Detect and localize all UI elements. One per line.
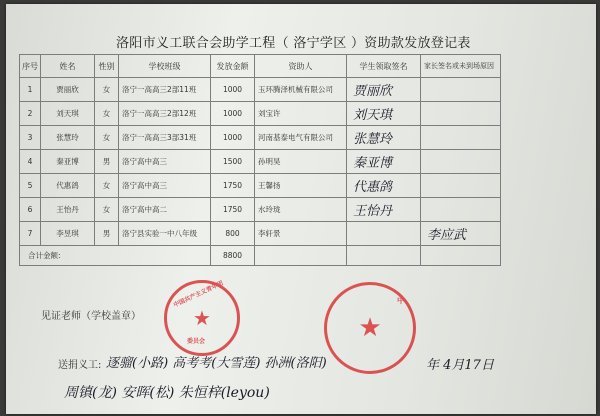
table-row <box>20 126 501 150</box>
cell-parent <box>421 78 501 102</box>
cell-amount: 1750 <box>211 174 255 198</box>
cell-parent <box>421 126 501 150</box>
form-title: 洛阳市义工联合会助学工程（ 洛宁学区 ）资助款发放登记表 <box>116 36 471 51</box>
cell-gender: 男 <box>95 222 119 246</box>
cell-class: 洛宁一高高三2部11班 <box>119 78 211 102</box>
star-icon: ★ <box>358 313 382 343</box>
header-class: 学校班级 <box>119 55 211 78</box>
cell-amount: 1000 <box>211 126 255 150</box>
table-row <box>20 222 501 246</box>
seal-text: 中 <box>397 296 405 305</box>
cell-class: 洛宁高中高三 <box>119 174 211 198</box>
total-empty <box>347 246 421 266</box>
cell-gender: 女 <box>95 78 119 102</box>
cell-gender: 男 <box>95 150 119 174</box>
cell-sponsor: 河南基泰电气有限公司 <box>255 126 347 150</box>
cell-amount: 800 <box>211 222 255 246</box>
registration-table <box>19 54 501 266</box>
table-row <box>20 102 501 126</box>
cell-gender: 女 <box>95 198 119 222</box>
witness-label: 见证老师（学校盖章） <box>41 311 141 322</box>
total-value: 8800 <box>211 246 255 266</box>
cell-sponsor: 刘宝许 <box>255 102 347 126</box>
cell-no: 5 <box>20 174 41 198</box>
table-row <box>20 174 501 198</box>
cell-signature: 张慧玲 <box>347 126 421 150</box>
cell-no: 4 <box>20 150 41 174</box>
cell-gender: 女 <box>95 174 119 198</box>
header-gender: 性别 <box>95 55 119 78</box>
cell-name: 刘天琪 <box>41 102 95 126</box>
header-parent: 家长签名或未到场原因 <box>421 55 501 78</box>
cell-signature: 贾丽欣 <box>347 78 421 102</box>
table-row <box>20 78 501 102</box>
cell-name: 李昱琪 <box>41 222 95 246</box>
table-header-row <box>20 55 501 78</box>
cell-name: 代惠鸽 <box>41 174 95 198</box>
total-empty <box>255 246 347 266</box>
cell-amount: 1000 <box>211 102 255 126</box>
cell-signature <box>347 222 421 246</box>
volunteers-label: 送捐义工: <box>58 360 102 371</box>
cell-class: 洛宁县实验一中八年级 <box>119 222 211 246</box>
header-amount: 发放金额 <box>211 55 255 78</box>
cell-gender: 女 <box>95 102 119 126</box>
cell-sponsor: 王馨扬 <box>255 174 347 198</box>
cell-no: 7 <box>20 222 41 246</box>
header-signature: 学生领取签名 <box>347 55 421 78</box>
cell-name: 王怡丹 <box>41 198 95 222</box>
date-text: 年 4月17日 <box>426 358 494 373</box>
seal-bottom-text: 委员会 <box>187 338 206 345</box>
cell-no: 3 <box>20 126 41 150</box>
volunteers-signatures-line1: 逐骝(小路) 高考考(大雪莲) 孙洲(洛阳) <box>106 356 327 371</box>
cell-signature: 王怡丹 <box>347 198 421 222</box>
cell-name: 贾丽欣 <box>41 78 95 102</box>
table-row <box>20 198 501 222</box>
cell-signature: 刘天琪 <box>347 102 421 126</box>
cell-parent: 李应武 <box>421 222 501 246</box>
cell-parent <box>421 174 501 198</box>
cell-class: 洛宁一高高三3部31班 <box>119 126 211 150</box>
cell-no: 2 <box>20 102 41 126</box>
star-icon: ★ <box>193 306 211 330</box>
cell-class: 洛宁一高高三2部12班 <box>119 102 211 126</box>
cell-sponsor: 孙明昊 <box>255 150 347 174</box>
cell-parent <box>421 102 501 126</box>
total-row <box>20 246 501 266</box>
cell-sponsor: 李轩景 <box>255 222 347 246</box>
cell-name: 张慧玲 <box>41 126 95 150</box>
cell-signature: 秦亚博 <box>347 150 421 174</box>
cell-parent <box>421 150 501 174</box>
cell-no: 1 <box>20 78 41 102</box>
table-row <box>20 150 501 174</box>
header-sponsor: 资助人 <box>255 55 347 78</box>
header-no: 序号 <box>20 55 41 78</box>
cell-amount: 1500 <box>211 150 255 174</box>
cell-no: 6 <box>20 198 41 222</box>
cell-signature: 代惠鸽 <box>347 174 421 198</box>
school-seal <box>324 282 416 374</box>
cell-name: 秦亚博 <box>41 150 95 174</box>
registration-form-sheet <box>6 4 596 414</box>
cell-gender: 女 <box>95 126 119 150</box>
cell-parent <box>421 198 501 222</box>
volunteers-signatures-line2: 周镇(龙) 安晖(松) 朱恒梓(leyou) <box>64 385 270 401</box>
cell-class: 洛宁高中高三 <box>119 150 211 174</box>
header-name: 姓名 <box>41 55 95 78</box>
youth-league-seal <box>164 280 240 356</box>
cell-class: 洛宁高中高二 <box>119 198 211 222</box>
cell-sponsor: 玉环腾泽机械有限公司 <box>255 78 347 102</box>
total-label: 合计金额: <box>20 246 211 266</box>
total-empty <box>421 246 501 266</box>
cell-amount: 1750 <box>211 198 255 222</box>
seal-top-text: 中国共产主义青年团 <box>172 279 225 309</box>
cell-amount: 1000 <box>211 78 255 102</box>
cell-sponsor: 水玲珑 <box>255 198 347 222</box>
